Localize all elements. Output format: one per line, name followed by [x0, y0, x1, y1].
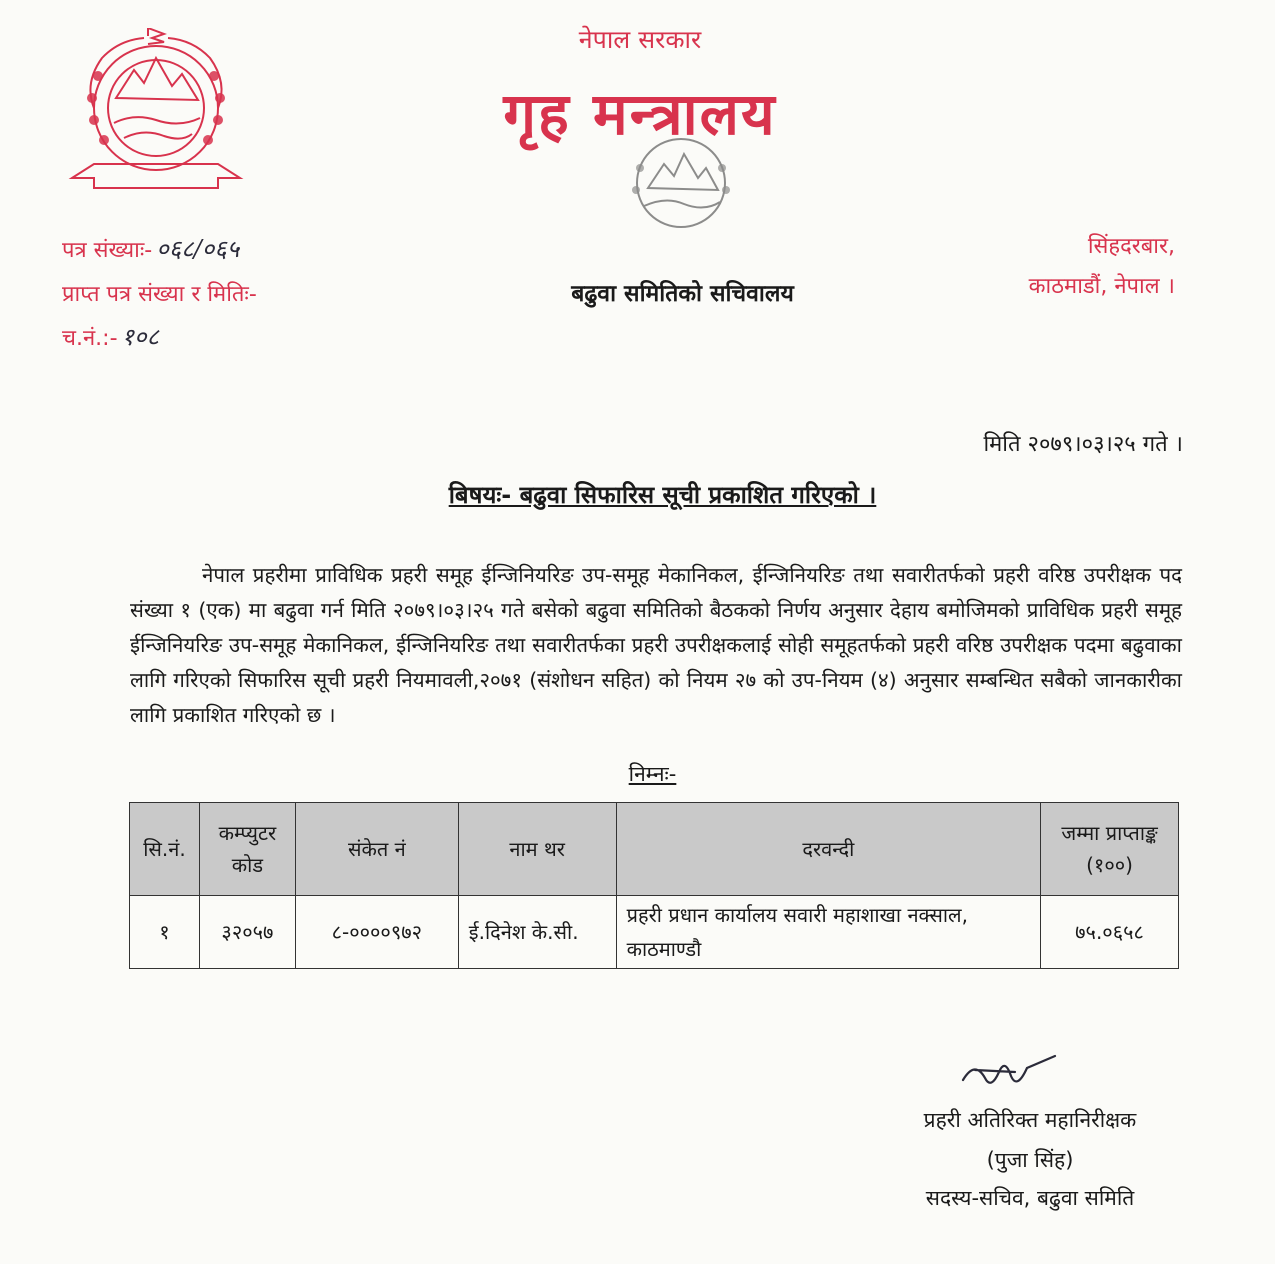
subject-line	[0, 478, 1275, 511]
table-row	[130, 896, 1179, 969]
body-text	[130, 558, 1182, 733]
dispatch-number	[62, 320, 159, 353]
recommendation-table	[129, 802, 1179, 969]
signatory-designation: प्रहरी अतिरिक्त महानिरीक्षक	[923, 1108, 1137, 1132]
signatory-role: सदस्य-सचिव, बढुवा समिति	[925, 1186, 1135, 1210]
official-stamp-icon	[606, 128, 756, 288]
header-total-score: जम्मा प्राप्ताङ्क (१००)	[1041, 803, 1179, 896]
ministry-title: गृह मन्त्रालय	[503, 80, 777, 148]
body-paragraph: नेपाल प्रहरीमा प्राविधिक प्रहरी समूह ईन्जिनियरिङ उप-समूह मेकानिकल, ईन्जिनियरिङ तथा सवारीतर्फको प्रहरी वरिष्ठ उपरीक्षक पद संख्या १ (एक) मा बढुवा गर्न मिति २०७९।०३।२५ गते बसेको बढुवा समितिको बैठकको निर्णय अनुसार देहाय बमोजिमको प्राविधिक प्रहरी समूह ईन्जिनियरिङ उप-समूह मेकानिकल, ईन्जिनियरिङ तथा सवारीतर्फका प्रहरी उपरीक्षकलाई सोही समूहतर्फको प्रहरी वरिष्ठ उपरीक्षक पदमा बढुवाका लागि गरिएको सिफारिस सूची प्रहरी नियमावली,२०७१ (संशोधन सहित) को नियम २७ को उप-नियम (४) अनुसार सम्बन्धित सबैको जानकारीका लागि प्रकाशित गरिएको छ ।	[130, 563, 1182, 727]
list-heading	[0, 760, 1275, 788]
signatory-name: (पुजा सिंह)	[986, 1148, 1074, 1172]
dispatch-number-label: च.नं.:-	[62, 326, 118, 351]
issue-date: मिति २०७९।०३।२५ गते ।	[983, 432, 1183, 457]
address-line-2: काठमाडौं, नेपाल ।	[1028, 274, 1175, 299]
header-post: दरवन्दी	[616, 803, 1040, 896]
cell-symbol-number: ८-००००९७२	[295, 896, 458, 969]
cell-computer-code: ३२०५७	[199, 896, 295, 969]
letter-number-label: पत्र संख्याः-	[62, 238, 153, 263]
cell-serial: १	[130, 896, 200, 969]
header-serial: सि.नं.	[130, 803, 200, 896]
dispatch-number-value: १०८	[121, 323, 159, 351]
cell-name: ई.दिनेश के.सी.	[458, 896, 616, 969]
header-symbol-number: संकेत नं	[295, 803, 458, 896]
subject-text: बिषयः- बढुवा सिफारिस सूची प्रकाशित गरिएको ।	[448, 481, 877, 509]
cell-post: प्रहरी प्रधान कार्यालय सवारी महाशाखा नक्साल, काठमाण्डौ	[616, 896, 1040, 969]
government-name: नेपाल सरकार	[578, 25, 702, 54]
table-header-row	[130, 803, 1179, 896]
handwritten-signature-icon	[955, 1050, 1065, 1100]
secretariat-title: बढुवा समितिको सचिवालय	[571, 281, 794, 307]
header-computer-code: कम्प्युटर कोड	[199, 803, 295, 896]
received-letter-label: प्राप्त पत्र संख्या र मितिः-	[62, 282, 257, 307]
address-line-1: सिंहदरबार,	[1087, 234, 1175, 259]
letter-number	[62, 232, 239, 265]
letter-number-value: ०६८/०६५	[156, 235, 240, 263]
cell-total-score: ७५.०६५८	[1041, 896, 1179, 969]
header-name: नाम थर	[458, 803, 616, 896]
list-heading-text: निम्नः-	[628, 762, 677, 786]
